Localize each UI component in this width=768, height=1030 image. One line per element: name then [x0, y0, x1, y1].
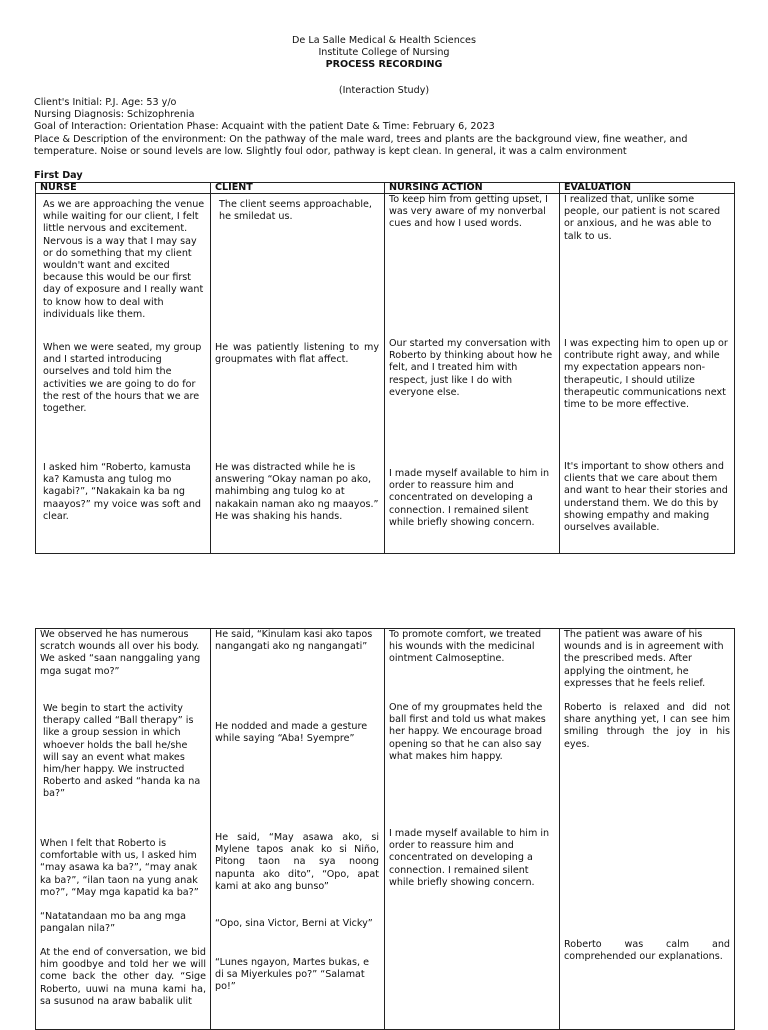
- client-entry: He said, “Kinulam kasi ako tapos nangangati ako ng nangangati”: [215, 629, 373, 653]
- client-entry: He was distracted while he is answering “Okay naman po ako, mahimbing ang tulog ko at nakakain naman ako ng maayos.” He was shaking his hands.: [215, 462, 379, 522]
- process-recording-table-2: [35, 628, 735, 1030]
- nursing-diagnosis: Nursing Diagnosis: Schizophrenia: [34, 109, 195, 121]
- nurse-entry: At the end of conversation, we bid him goodbye and told her we will come back the other day. “Sige Roberto, uuwi na muna kami ha, sa susunod na araw babalik ulit: [40, 947, 206, 1007]
- evaluation-cell: [560, 629, 735, 1030]
- table-row: [36, 629, 735, 1030]
- client-cell: [211, 629, 385, 1030]
- environment-description: Place & Description of the environment: On the pathway of the male ward, trees and plants are the background view, fine weather, and temperature. Noise or sound levels are low. Slightly foul odor, pathway is kept clean. In general, it was a calm environment: [34, 133, 688, 157]
- column-header-nursing-action: NURSING ACTION: [385, 183, 560, 194]
- nurse-cell: [36, 629, 211, 1030]
- evaluation-entry: I realized that, unlike some people, our patient is not scared or anxious, and he was able to talk to us.: [564, 194, 721, 242]
- nursing-action-cell: [385, 194, 560, 554]
- nurse-entry: I asked him “Roberto, kamusta ka? Kamusta ang tulog mo kagabi?”, “Nakakain ka ba ng maayos?” my voice was soft and clear.: [43, 462, 201, 522]
- nurse-entry: When I felt that Roberto is comfortable with us, I asked him “may asawa ka ba?”, “may anak ka ba?”, “ilan taon na yung anak mo?”, “May mga kapatid ka ba?”: [40, 838, 199, 898]
- client-entry: “Opo, sina Victor, Berni at Vicky”: [215, 918, 373, 929]
- client-entry: “Lunes ngayon, Martes bukas, e di sa Miyerkules po?” “Salamat po!”: [215, 957, 369, 993]
- document-title: PROCESS RECORDING: [325, 59, 443, 70]
- action-entry: I made myself available to him in order to reassure him and concentrated on developing a connection. I remained silent while briefly showing concern.: [389, 468, 550, 528]
- evaluation-entry: Roberto was calm and comprehended our explanations.: [564, 939, 730, 963]
- process-recording-table-1: [35, 182, 735, 554]
- client-entry: He nodded and made a gesture while saying “Aba! Syempre”: [215, 721, 368, 745]
- school-name: De La Salle Medical & Health Sciences: [292, 35, 476, 46]
- evaluation-cell: [560, 194, 735, 554]
- nurse-entry: We begin to start the activity therapy called “Ball therapy” is like a group session in which whoever holds the ball he/she will say an event what makes him/her happy. We instructed Roberto and asked “handa ka na ba?”: [43, 703, 201, 800]
- table-row: [36, 194, 735, 554]
- college-name: Institute College of Nursing: [318, 47, 450, 58]
- evaluation-entry: It's important to show others and clients that we care about them and want to hear their stories and understand them. We do this by showing empathy and making ourselves available.: [564, 461, 728, 534]
- nurse-entry: “Natatandaan mo ba ang mga pangalan nila?”: [40, 911, 187, 935]
- interaction-goal: Goal of Interaction: Orientation Phase: Acquaint with the patient Date & Time: February 6, 2023: [34, 121, 495, 133]
- column-header-client: CLIENT: [211, 183, 385, 194]
- patient-info: [34, 97, 734, 158]
- action-entry: One of my groupmates held the ball first and told us what makes her happy. We encourage broad opening so that he can also say what makes him happy.: [389, 702, 546, 762]
- table-header-row: [36, 183, 735, 194]
- nurse-cell: [36, 194, 211, 554]
- evaluation-entry: I was expecting him to open up or contribute right away, and while my expectation appears non-therapeutic, I should utilize therapeutic communications next time to be more effective.: [564, 338, 728, 411]
- action-entry: Our started my conversation with Roberto by thinking about how he felt, and I treated him with respect, just like I do with everyone else.: [389, 338, 553, 398]
- day-label: First Day: [34, 170, 83, 181]
- action-entry: To promote comfort, we treated his wounds with the medicinal ointment Calmoseptine.: [389, 629, 542, 665]
- nurse-entry: We observed he has numerous scratch wounds all over his body. We asked “saan nanggaling yang mga sugat mo?”: [40, 629, 201, 677]
- client-entry: He said, “May asawa ako, si Mylene tapos anak ko si Niño, Pitong taon na sya noong napunta ako dito”, “Opo, apat kami at ako ang bunso”: [215, 832, 379, 892]
- column-header-evaluation: EVALUATION: [560, 183, 735, 194]
- client-cell: [211, 194, 385, 554]
- column-header-nurse: NURSE: [36, 183, 211, 194]
- evaluation-entry: Roberto is relaxed and did not share anything yet, I can see him smiling through the joy in his eyes.: [564, 702, 730, 750]
- document-subtitle: (Interaction Study): [338, 85, 430, 96]
- nurse-entry: When we were seated, my group and I started introducing ourselves and told him the activities we are going to do for the rest of the hours that we are together.: [43, 342, 202, 415]
- nursing-action-cell: [385, 629, 560, 1030]
- client-entry: The client seems approachable, he smiledat us.: [219, 199, 372, 223]
- client-entry: He was patiently listening to my groupmates with flat affect.: [215, 342, 379, 366]
- action-entry: To keep him from getting upset, I was very aware of my nonverbal cues and how I used words.: [389, 194, 548, 230]
- nurse-entry: As we are approaching the venue while waiting for our client, I felt little nervous and excitement. Nervous is a way that I may say or do something that my client wouldn't want and excited because this would be our first day of exposure and I really want to know how to deal with individuals like them.: [43, 199, 205, 320]
- evaluation-entry: The patient was aware of his wounds and is in agreement with the prescribed meds. After applying the ointment, he expresses that he feels relief.: [564, 629, 724, 689]
- client-initial: Client's Initial: P.J. Age: 53 y/o: [34, 97, 177, 108]
- action-entry: I made myself available to him in order to reassure him and concentrated on developing a connection. I remained silent while briefly showing concern.: [389, 828, 550, 888]
